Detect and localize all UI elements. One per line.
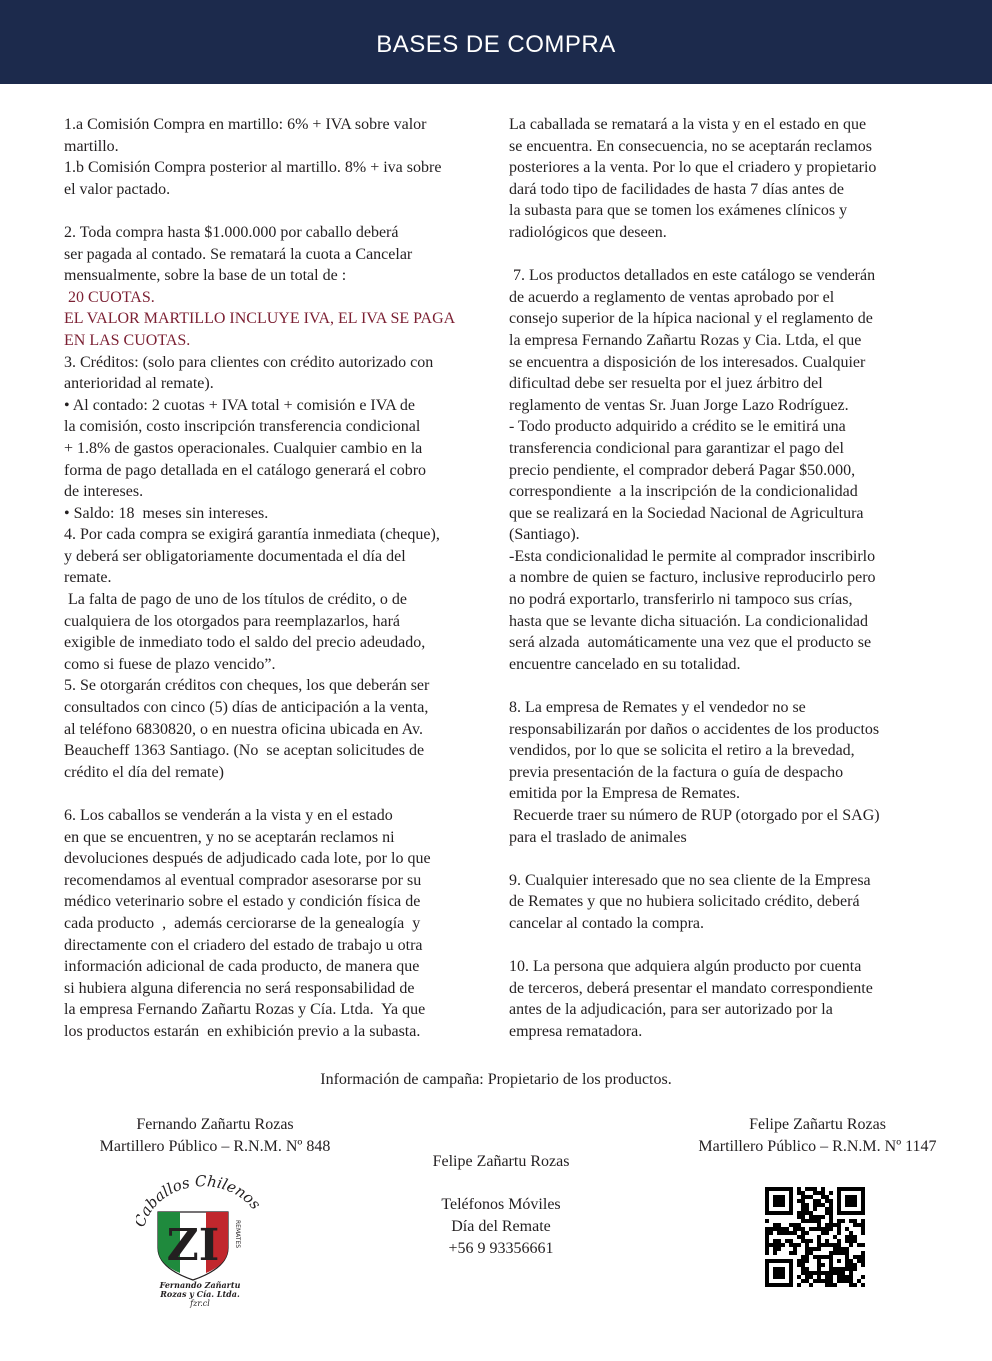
- text-line: correspondiente a la inscripción de la condicionalidad: [509, 483, 858, 501]
- text-line: 10. La persona que adquiera algún producto por cuenta: [509, 958, 862, 976]
- signature-title: Martillero Público – R.N.M. Nº 848: [99, 1138, 331, 1155]
- text-line: 7. Los productos detallados en este catálogo se venderán: [509, 267, 876, 285]
- text-line: precio pendiente, el comprador deberá Pagar $50.000,: [509, 461, 856, 479]
- logo-side-text: REMATES: [234, 1220, 241, 1249]
- text-line: dificultad debe ser resuelta por el juez árbitro del: [509, 375, 823, 393]
- text-line: 4. Por cada compra se exigirá garantía inmediata (cheque),: [64, 526, 440, 544]
- text-line: 9. Cualquier interesado que no sea cliente de la Empresa: [509, 871, 871, 889]
- text-line: martillo.: [64, 137, 119, 155]
- text-line: antes de la adjudicación, para ser autorizado por la: [509, 1001, 833, 1019]
- text-line: ser pagada al contado. Se rematará la cuota a Cancelar: [64, 245, 413, 263]
- phone-number: +56 9 93356661: [448, 1240, 554, 1257]
- text-line: [509, 935, 929, 957]
- logo-web: fzr.cl: [190, 1299, 210, 1308]
- text-line: será alzada automáticamente una vez que el producto se: [509, 634, 872, 652]
- text-line: la subasta para que se tomen los exámenes clínicos y: [509, 202, 848, 220]
- text-line: transferencia condicional para garantizar el pago del: [509, 439, 844, 457]
- text-line: de Remates y que no hubiera solicitado crédito, deberá: [509, 893, 860, 911]
- logo-arc-text: aballos Chilenos: [136, 1172, 265, 1220]
- text-line: cancelar al contado la compra.: [509, 914, 704, 932]
- text-line: 8. La empresa de Remates y el vendedor no se: [509, 699, 806, 717]
- text-line: al teléfono 6830820, o en nuestra oficina ubicada en Av.: [64, 720, 423, 738]
- text-line: devoluciones después de adjudicado cada lote, por lo que: [64, 850, 431, 868]
- text-line: información adicional de cada producto, de manera que: [64, 958, 420, 976]
- text-line: EN LAS CUOTAS.: [64, 331, 191, 349]
- text-line: radiológicos que deseen.: [509, 223, 667, 241]
- text-line: la empresa Fernando Zañartu Rozas y Cia. Ltda, el que: [509, 331, 862, 349]
- text-line: posteriores a la venta. Por lo que el criadero y propietario: [509, 159, 877, 177]
- text-line: [509, 848, 929, 870]
- header-bar: [0, 0, 992, 84]
- text-line: remate.: [64, 569, 112, 587]
- text-line: Beaucheff 1363 Santiago. (No se aceptan solicitudes de: [64, 742, 425, 760]
- text-line: consejo superior de la hípica nacional y el reglamento de: [509, 310, 873, 328]
- text-line: no podrá exportarlo, transferirlo ni tampoco sus crías,: [509, 591, 853, 609]
- right-column: [509, 114, 929, 1043]
- text-line: reglamento de ventas Sr. Juan Jorge Lazo Rodríguez.: [509, 396, 849, 414]
- text-line: responsabilizarán por daños o accidentes de los productos: [509, 720, 880, 738]
- text-line: para el traslado de animales: [509, 828, 687, 846]
- text-line: - Todo producto adquirido a crédito se le emitirá una: [509, 418, 846, 436]
- text-line: exigible de inmediato todo el saldo del precio adeudado,: [64, 634, 426, 652]
- text-line: 1.a Comisión Compra en martillo: 6% + IVA sobre valor: [64, 116, 427, 133]
- text-line: recomendamos al eventual comprador asesorarse por su: [64, 871, 422, 889]
- signature-right: [640, 1114, 992, 1158]
- text-line: médico veterinario sobre el estado y condición física de: [64, 893, 421, 911]
- text-line: • Saldo: 18 meses sin intereses.: [64, 504, 269, 522]
- text-line: emitida por la Empresa de Remates.: [509, 785, 741, 803]
- text-line: Recuerde traer su número de RUP (otorgado por el SAG): [509, 807, 880, 824]
- text-line: que se realizará en la Sociedad Nacional de Agricultura: [509, 504, 864, 522]
- contact-name: Felipe Zañartu Rozas: [432, 1153, 570, 1170]
- text-line: los productos estarán en exhibición previo a la subasta.: [64, 1022, 421, 1040]
- phones-label: Teléfonos Móviles: [441, 1196, 561, 1213]
- text-line: empresa rematadora.: [509, 1022, 643, 1040]
- text-line: vendidos, por lo que se solicita el retiro a la brevedad,: [509, 742, 855, 760]
- signature-title: Martillero Público – R.N.M. Nº 1147: [698, 1138, 937, 1155]
- text-line: si hubiera alguna diferencia no será responsabilidad de: [64, 979, 415, 997]
- text-line: de acuerdo a reglamento de ventas aprobado por el: [509, 288, 835, 306]
- left-column: [64, 114, 489, 1043]
- text-line: en que se encuentren, y no se aceptarán reclamos ni: [64, 828, 395, 846]
- text-line: de terceros, deberá presentar el mandato correspondiente: [509, 979, 873, 997]
- text-line: directamente con el criadero del estado de trabajo u otra: [64, 936, 423, 954]
- text-line: cada producto , además cerciorarse de la genealogía y: [64, 914, 421, 932]
- text-line: crédito el día del remate): [64, 763, 224, 781]
- text-line: anterioridad al remate).: [64, 375, 214, 393]
- qr-code-icon: [765, 1187, 865, 1287]
- text-line: dará todo tipo de facilidades de hasta 7 días antes de: [509, 180, 844, 198]
- text-line: a nombre de quien se facturo, inclusive reproducirlo pero: [509, 569, 876, 587]
- fz-logo-icon: [136, 1170, 266, 1310]
- signature-left: [40, 1114, 390, 1158]
- text-line: [64, 783, 489, 805]
- signature-name: Fernando Zañartu Rozas: [136, 1116, 294, 1133]
- text-line: previa presentación de la factura o guía de despacho: [509, 763, 844, 781]
- text-line: hasta que se levante dicha situación. La condicionalidad: [509, 612, 868, 630]
- text-line: 6. Los caballos se venderán a la vista y en el estado: [64, 807, 393, 824]
- text-line: se encuentra a disposición de los interesados. Cualquier: [509, 353, 866, 371]
- text-line: 20 CUOTAS.: [64, 288, 155, 306]
- text-line: mensualmente, sobre la base de un total de :: [64, 267, 347, 285]
- text-line: [509, 244, 929, 266]
- text-line: • Al contado: 2 cuotas + IVA total + comisión e IVA de: [64, 396, 416, 414]
- campaign-info: Información de campaña: Propietario de los productos.: [320, 1071, 672, 1088]
- text-line: la empresa Fernando Zañartu Rozas y Cía. Ltda. Ya que: [64, 1001, 426, 1019]
- text-line: 3. Créditos: (solo para clientes con crédito autorizado con: [64, 353, 434, 371]
- svg-text:ZI: ZI: [166, 1220, 220, 1271]
- text-line: consultados con cinco (5) días de anticipación a la venta,: [64, 699, 429, 717]
- text-line: forma de pago detallada en el catálogo generará el cobro: [64, 461, 427, 479]
- text-line: [509, 675, 929, 697]
- text-line: 2. Toda compra hasta $1.000.000 por caballo deberá: [64, 223, 399, 241]
- text-line: -Esta condicionalidad le permite al comprador inscribirlo: [509, 547, 876, 565]
- text-line: La caballada se rematará a la vista y en el estado en que: [509, 116, 867, 133]
- signature-name: Felipe Zañartu Rozas: [749, 1116, 886, 1133]
- logo-company-2: Rozas y Cía. Ltda.: [160, 1289, 240, 1299]
- text-line: de intereses.: [64, 483, 144, 501]
- contact-block: [370, 1151, 632, 1260]
- text-line: 5. Se otorgarán créditos con cheques, los que deberán ser: [64, 677, 430, 695]
- auction-day-label: Día del Remate: [451, 1218, 551, 1235]
- text-line: se encuentra. En consecuencia, no se aceptarán reclamos: [509, 137, 872, 155]
- text-line: como si fuese de plazo vencido”.: [64, 655, 276, 673]
- text-line: La falta de pago de uno de los títulos de crédito, o de: [64, 591, 408, 609]
- logo-company: Fernando Zañartu: [159, 1280, 241, 1290]
- text-line: encuentre cancelado en su totalidad.: [509, 655, 741, 673]
- text-line: EL VALOR MARTILLO INCLUYE IVA, EL IVA SE PAGA: [64, 310, 456, 328]
- text-line: + 1.8% de gastos operacionales. Cualquier cambio en la: [64, 439, 423, 457]
- page-title: BASES DE COMPRA: [376, 31, 616, 58]
- text-line: cualquiera de los otorgados para reemplazarlos, hará: [64, 612, 400, 630]
- text-line: y deberá ser obligatoriamente documentada el día del: [64, 547, 406, 565]
- text-line: 1.b Comisión Compra posterior al martillo. 8% + iva sobre: [64, 159, 442, 177]
- text-line: el valor pactado.: [64, 180, 171, 198]
- text-line: (Santiago).: [509, 526, 580, 544]
- text-line: [64, 200, 489, 222]
- text-line: la comisión, costo inscripción transferencia condicional: [64, 418, 421, 436]
